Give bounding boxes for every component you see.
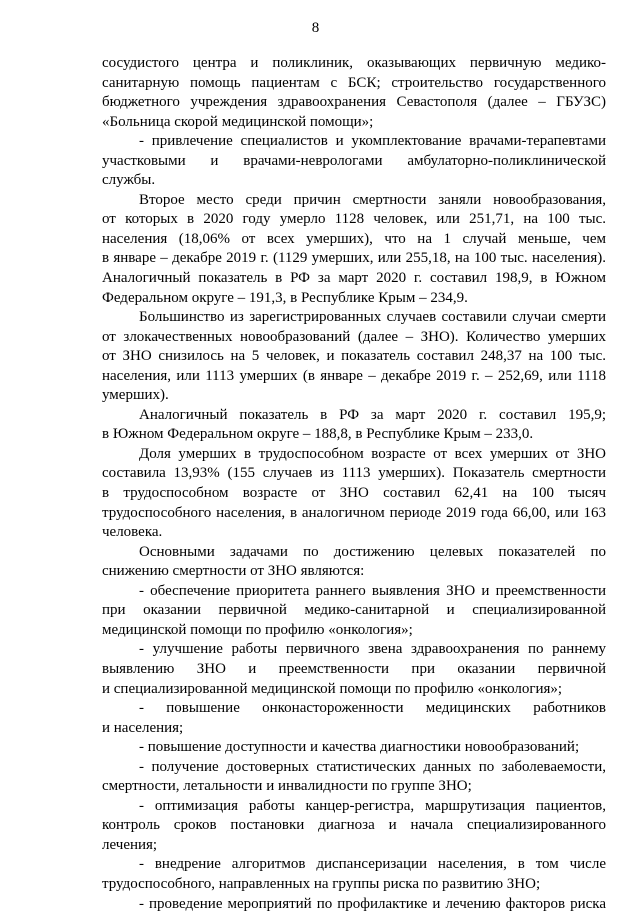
text-line: и специализированной медицинской помощи по профилю «онкология»; [102,680,563,697]
text-line: смертности, летальности и инвалидности по группе ЗНО; [102,778,472,795]
text-line: Доля умерших в трудоспособном возрасте от всех умерших от ЗНО [139,445,606,462]
text-line: Второе место среди причин смертности заняли новообразования, [139,191,606,208]
text-line: Большинство из зарегистрированных случаев составили случаи смерти [139,309,606,326]
text-line: санитарную помощь пациентам с БСК; строительство государственного [102,74,606,91]
text-line: - улучшение работы первичного звена здравоохранения по раннему [139,641,606,658]
text-line: от злокачественных новообразований (далее – ЗНО). Количество умерших [102,328,606,345]
text-line: Аналогичный показатель в РФ за март 2020 г. составил 195,9; [139,406,606,423]
document-body [102,54,606,914]
text-line: в январе – декабре 2019 г. (1129 умерших, или 255,18, на 100 тыс. населения). [102,250,606,267]
page-number: 8 [311,20,320,36]
text-line: сосудистого центра и поликлиник, оказывающих первичную медико- [102,55,606,71]
text-line: «Больница скорой медицинской помощи»; [102,113,374,130]
text-line: - внедрение алгоритмов диспансеризации населения, в том числе [139,856,606,873]
text-line: лечения; [102,836,158,853]
text-line: службы. [102,172,156,189]
text-line: трудоспособного населения, в аналогичном периоде 2019 года 66,00, или 163 [102,504,606,521]
text-line: составила 13,93% (155 случаев из 1113 умерших). Показатель смертности [102,465,606,482]
text-line: - повышение онконастороженности медицинских работников [139,700,606,717]
text-line: населения (18,06% от всех умерших), что на 1 случай меньше, чем [102,230,606,247]
text-line: - оптимизация работы канцер-регистра, маршрутизация пациентов, [139,797,606,814]
text-line: Основными задачами по достижению целевых показателей по [139,543,606,560]
text-line: - проведение мероприятий по профилактике и лечению факторов риска [139,895,606,912]
text-line: - обеспечение приоритета раннего выявления ЗНО и преемственности [139,582,606,599]
text-line: трудоспособного, направленных на группы риска по развитию ЗНО; [102,875,541,892]
text-line: при оказании первичной медико-санитарной и специализированной [102,602,606,619]
text-line: медицинской помощи по профилю «онкология»; [102,621,413,638]
text-line: снижению смертности от ЗНО являются: [102,563,365,580]
text-line: от которых в 2020 году умерло 1128 человек, или 251,71, на 100 тыс. [102,211,606,228]
text-line: человека. [102,524,163,541]
text-line: Аналогичный показатель в РФ за март 2020 г. составил 198,9, в Южном [102,270,606,287]
text-line: бюджетного учреждения здравоохранения Севастополя (далее – ГБУЗС) [102,94,606,111]
text-line: - повышение доступности и качества диагностики новообразований; [139,739,580,756]
text-line: участковыми и врачами-неврологами амбулаторно-поликлинической [102,152,606,169]
text-line: - получение достоверных статистических данных по заболеваемости, [139,758,606,775]
text-line: выявлению ЗНО и преемственности при оказании первичной [102,660,606,677]
text-line: Федеральном округе – 191,3, в Республике Крым – 234,9. [102,289,468,306]
text-line: населения, или 1113 умерших (в январе – декабре 2019 г. – 252,69, или 1118 [102,367,606,384]
text-line: контроль сроков постановки диагноза и начала специализированного [102,817,606,834]
text-line: в Южном Федеральном округе – 188,8, в Республике Крым – 233,0. [102,426,534,443]
text-line: - привлечение специалистов и укомплектование врачами-терапевтами [139,133,606,150]
text-line: умерших). [102,387,169,404]
text-line: от ЗНО снизилось на 5 человек, и показатель составил 248,37 на 100 тыс. [102,348,606,365]
text-line: в трудоспособном возрасте от ЗНО составил 62,41 на 100 тысяч [102,485,606,502]
text-line: и населения; [102,719,184,736]
